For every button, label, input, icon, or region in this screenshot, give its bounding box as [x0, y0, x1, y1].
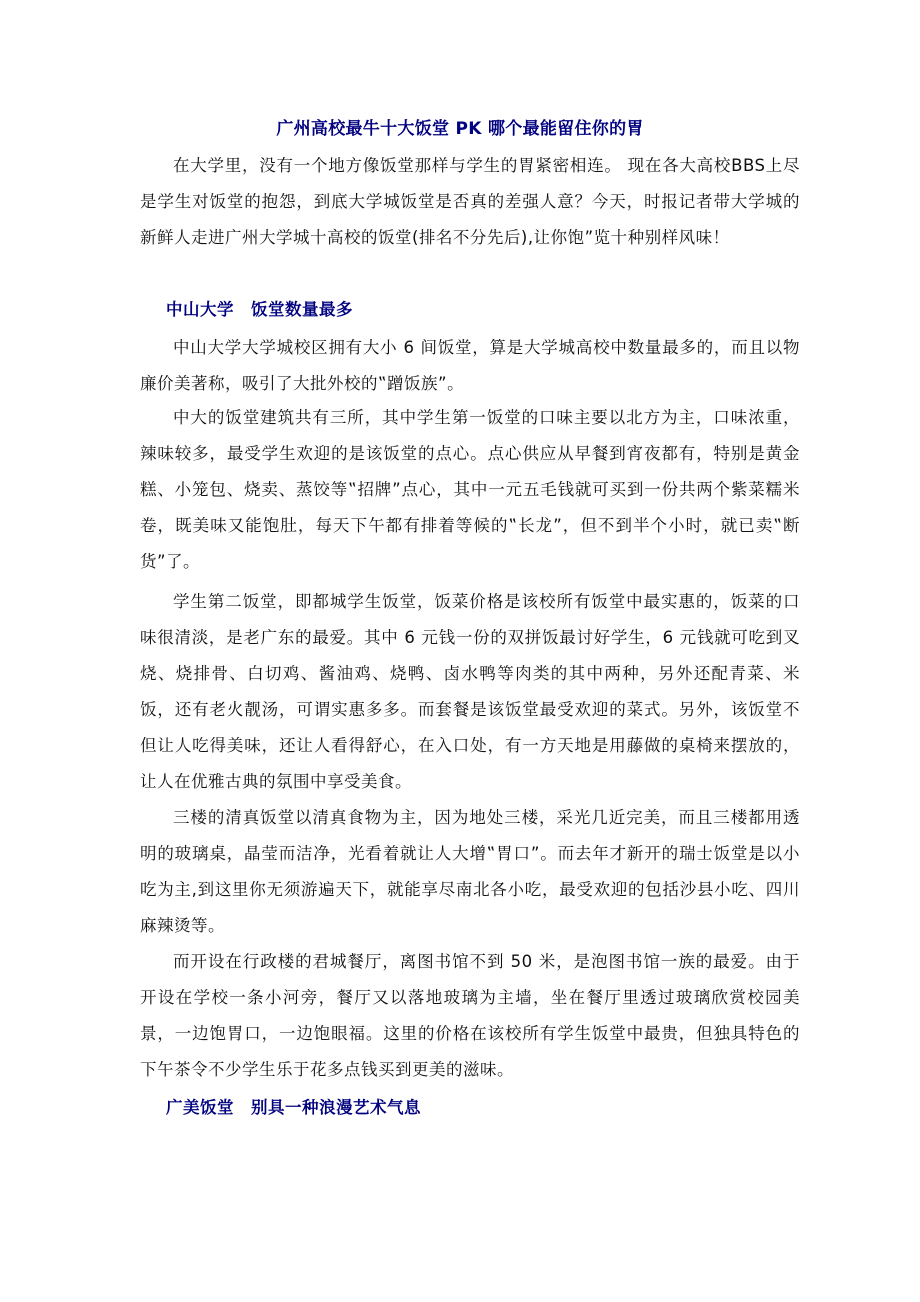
- document-title: 广州高校最牛十大饭堂 PK 哪个最能留住你的胃: [276, 119, 644, 139]
- body-paragraph: 中山大学大学城校区拥有大小 6 间饭堂，算是大学城高校中数量最多的，而且以物廉价美著称，吸引了大批外校的‟蹭饭族”。: [140, 338, 800, 393]
- body-paragraph: 中大的饭堂建筑共有三所，其中学生第一饭堂的口味主要以北方为主，口味浓重，辣味较多，最受学生欢迎的是该饭堂的点心。点心供应从早餐到宵夜都有，特别是黄金糕、小笼包、烧卖、蒸饺等‟招牌”点心，其中一元五毛钱就可买到一份共两个紫菜糯米卷，既美味又能饱肚，每天下午都有排着等候的‟长龙”，但不到半个小时，就已卖‟断货”了。: [140, 408, 800, 571]
- body-paragraph: 三楼的清真饭堂以清真食物为主，因为地处三楼，采光几近完美，而且三楼都用透明的玻璃桌，晶莹而洁净，光看着就让人大增‟胃口”。而去年才新开的瑞士饭堂是以小吃为主,到这里你无须游遍天下，就能享尽南北各小吃，最受欢迎的包括沙县小吃、四川麻辣烫等。: [140, 808, 800, 935]
- intro-paragraph: 在大学里，没有一个地方像饭堂那样与学生的胃紧密相连。 现在各大高校BBS上尽是学生对饭堂的抱怨，到底大学城饭堂是否真的差强人意？今天，时报记者带大学城的新鲜人走进广州大学城十高校的饭堂(排名不分先后),让你饱”览十种别样风味！: [140, 156, 800, 247]
- body-paragraph: 而开设在行政楼的君城餐厅，离图书馆不到 50 米，是泡图书馆一族的最爱。由于开设在学校一条小河旁，餐厅又以落地玻璃为主墙，坐在餐厅里透过玻璃欣赏校园美景，一边饱胃口，一边饱眼福。这里的价格在该校所有学生饭堂中最贵，但独具特色的下午茶令不少学生乐于花多点钱买到更美的滋味。: [140, 952, 800, 1079]
- section-heading-zhongshan: 中山大学 饭堂数量最多: [166, 300, 353, 319]
- section-heading-guangmei: 广美饭堂 别具一种浪漫艺术气息: [166, 1098, 421, 1117]
- body-paragraph: 学生第二饭堂，即都城学生饭堂，饭菜价格是该校所有饭堂中最实惠的，饭菜的口味很清淡，是老广东的最爱。其中 6 元钱一份的双拼饭最讨好学生，6 元钱就可吃到叉烧、烧排骨、白切鸡、酱油鸡、烧鸭、卤水鸭等肉类的其中两种，另外还配青菜、米饭，还有老火靓汤，可谓实惠多多。而套餐是该饭堂最受欢迎的菜式。另外，该饭堂不但让人吃得美味，还让人看得舒心，在入口处，有一方天地是用藤做的桌椅来摆放的，让人在优雅古典的氛围中享受美食。: [140, 592, 800, 791]
